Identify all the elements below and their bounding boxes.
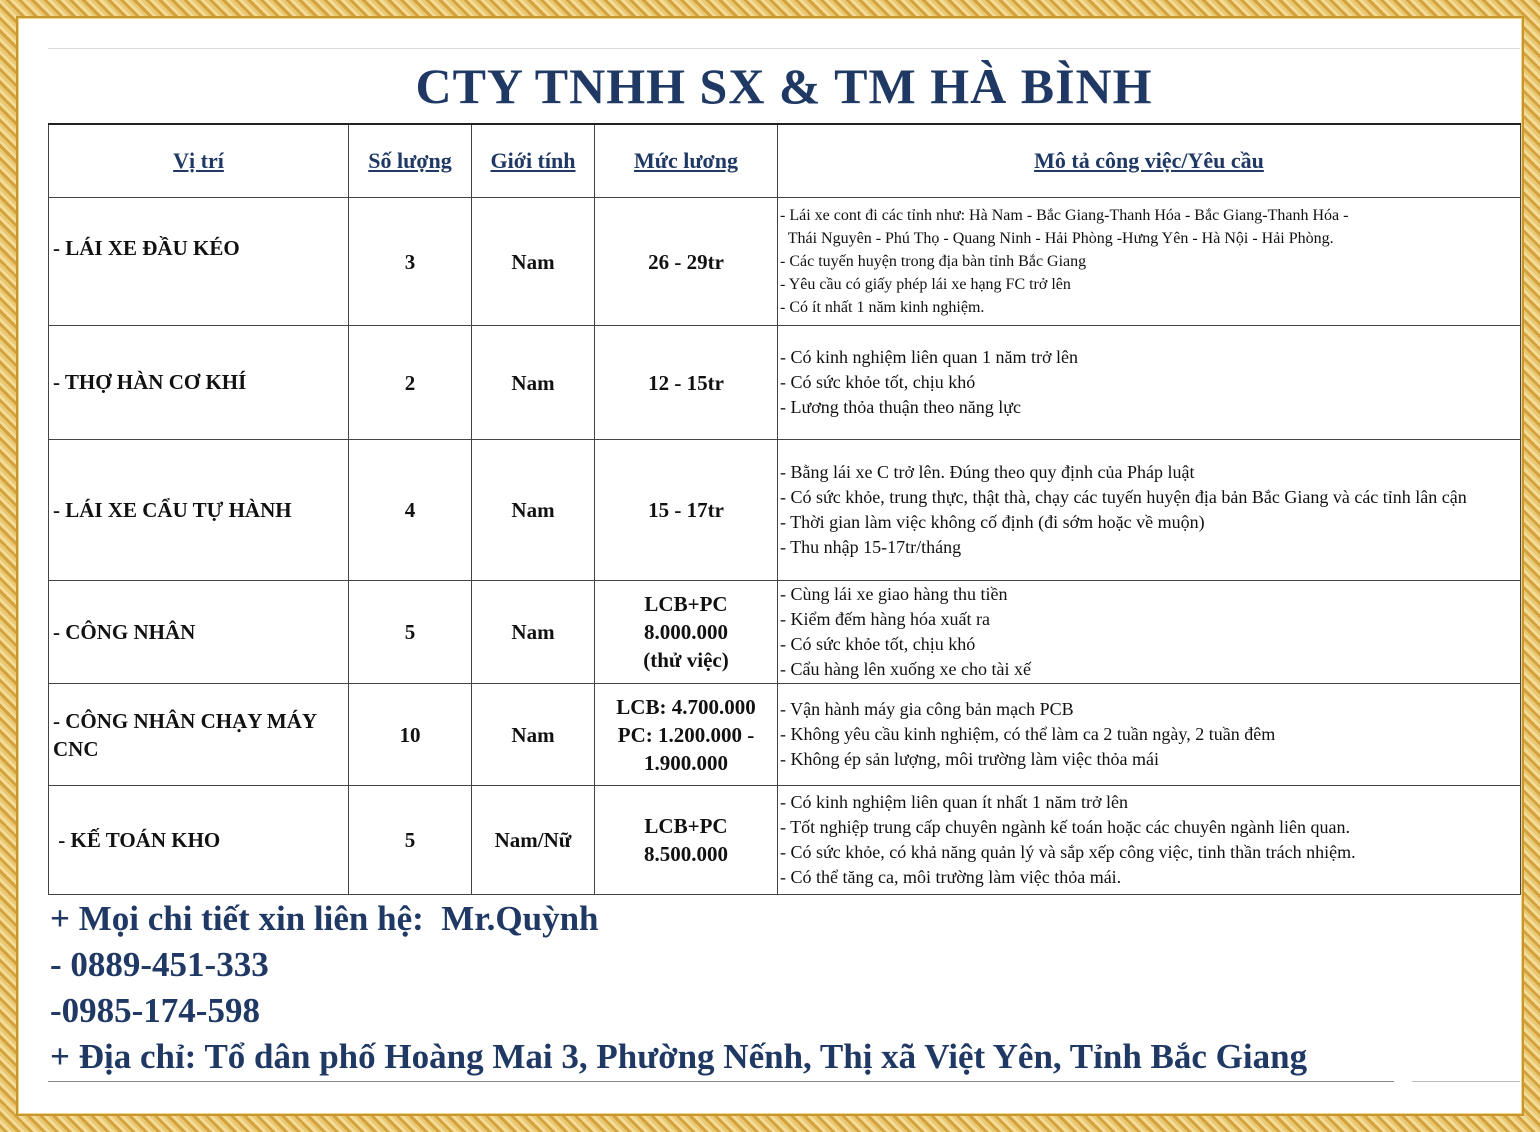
- row-gender: Nam/Nữ: [472, 786, 595, 895]
- row-salary: [595, 786, 778, 895]
- row-quantity: 10: [349, 684, 472, 786]
- contact-address: + Địa chỉ: Tổ dân phố Hoàng Mai 3, Phường Nếnh, Thị xã Việt Yên, Tỉnh Bắc Giang: [50, 1037, 1308, 1076]
- header-quantity: Số lượng: [349, 124, 472, 198]
- salary-line: LCB+PC: [644, 592, 728, 616]
- header-gender: Giới tính: [472, 124, 595, 198]
- job-table: [48, 123, 1521, 895]
- description-line: - Cùng lái xe giao hàng thu tiền: [780, 584, 1008, 604]
- description-line: - Có sức khỏe tốt, chịu khó: [780, 634, 976, 654]
- salary-line: (thử việc): [643, 648, 729, 672]
- salary-line: 8.000.000: [644, 620, 728, 644]
- header-position: Vị trí: [49, 124, 349, 198]
- row-salary: [595, 684, 778, 786]
- row-position: - KẾ TOÁN KHO: [49, 786, 349, 895]
- row-description: [778, 198, 1521, 326]
- table-row: [49, 786, 1521, 895]
- row-description: [778, 684, 1521, 786]
- salary-line: 8.500.000: [644, 842, 728, 866]
- table-header-row: [49, 124, 1521, 198]
- row-position: - CÔNG NHÂN: [49, 581, 349, 684]
- row-gender: Nam: [472, 198, 595, 326]
- description-line: - Có kinh nghiệm liên quan ít nhất 1 năm trở lên: [780, 792, 1128, 812]
- salary-line: LCB+PC: [644, 814, 728, 838]
- header-description: Mô tả công việc/Yêu cầu: [778, 124, 1521, 198]
- table-row: [49, 684, 1521, 786]
- divider: [48, 1081, 1394, 1082]
- description-line: - Vận hành máy gia công bản mạch PCB: [780, 699, 1074, 719]
- description-line: - Không ép sản lượng, môi trường làm việc thỏa mái: [780, 749, 1159, 769]
- row-salary: [595, 326, 778, 440]
- table-row: [49, 198, 1521, 326]
- description-line: - Cẩu hàng lên xuống xe cho tài xế: [780, 659, 1031, 679]
- divider: [1412, 1081, 1520, 1082]
- contact-phone-2: -0985-174-598: [50, 991, 260, 1030]
- table-row: [49, 581, 1521, 684]
- row-quantity: 4: [349, 440, 472, 581]
- contact-phone-1: - 0889-451-333: [50, 945, 269, 984]
- row-salary: [595, 581, 778, 684]
- description-line: - Lái xe cont đi các tỉnh như: Hà Nam - Bắc Giang-Thanh Hóa - Bắc Giang-Thanh Hóa -: [780, 207, 1349, 224]
- row-salary: [595, 440, 778, 581]
- description-line: - Có ít nhất 1 năm kinh nghiệm.: [780, 299, 985, 316]
- row-description: [778, 440, 1521, 581]
- contact-person: + Mọi chi tiết xin liên hệ: Mr.Quỳnh: [50, 899, 599, 938]
- row-gender: Nam: [472, 684, 595, 786]
- description-line: - Kiểm đếm hàng hóa xuất ra: [780, 609, 990, 629]
- row-position: - THỢ HÀN CƠ KHÍ: [49, 326, 349, 440]
- description-line: - Không yêu cầu kinh nghiệm, có thể làm ca 2 tuần ngày, 2 tuần đêm: [780, 724, 1276, 744]
- company-title: CTY TNHH SX & TM HÀ BÌNH: [48, 48, 1520, 123]
- table-row: [49, 440, 1521, 581]
- row-position: - CÔNG NHÂN CHẠY MÁY CNC: [49, 684, 349, 786]
- row-gender: Nam: [472, 440, 595, 581]
- table-row: [49, 326, 1521, 440]
- row-position: - LÁI XE ĐẦU KÉO: [49, 198, 349, 326]
- row-description: [778, 326, 1521, 440]
- description-line: - Có thể tăng ca, môi trường làm việc thỏa mái.: [780, 867, 1122, 887]
- salary-line: 26 - 29tr: [648, 249, 724, 274]
- row-quantity: 3: [349, 198, 472, 326]
- salary-line: LCB: 4.700.000: [616, 694, 756, 719]
- row-quantity: 2: [349, 326, 472, 440]
- description-line: - Có sức khỏe, trung thực, thật thà, chạy các tuyến huyện địa bản Bắc Giang và các tỉnh lân cận: [780, 487, 1467, 507]
- row-description: [778, 581, 1521, 684]
- salary-line: 15 - 17tr: [648, 498, 724, 522]
- header-salary: Mức lương: [595, 124, 778, 198]
- contact-block: [50, 896, 1490, 1080]
- row-description: [778, 786, 1521, 895]
- description-line: - Có sức khỏe tốt, chịu khó: [780, 372, 976, 392]
- row-salary: [595, 198, 778, 326]
- description-line: - Yêu cầu có giấy phép lái xe hạng FC trở lên: [780, 276, 1071, 293]
- salary-line: 1.900.000: [644, 750, 728, 775]
- row-quantity: 5: [349, 581, 472, 684]
- row-quantity: 5: [349, 786, 472, 895]
- description-line: - Thời gian làm việc không cố định (đi sớm hoặc về muộn): [780, 512, 1205, 532]
- description-line: - Tốt nghiệp trung cấp chuyên ngành kế toán hoặc các chuyên ngành liên quan.: [780, 817, 1350, 837]
- description-line: - Lương thỏa thuận theo năng lực: [780, 397, 1021, 417]
- description-line: - Bằng lái xe C trở lên. Đúng theo quy định của Pháp luật: [780, 462, 1195, 482]
- description-line: - Các tuyến huyện trong địa bàn tỉnh Bắc Giang: [780, 253, 1087, 270]
- row-gender: Nam: [472, 581, 595, 684]
- description-line: - Có kinh nghiệm liên quan 1 năm trở lên: [780, 347, 1078, 367]
- salary-line: PC: 1.200.000 -: [617, 722, 755, 747]
- row-gender: Nam: [472, 326, 595, 440]
- description-line: - Có sức khỏe, có khả năng quản lý và sắp xếp công việc, tinh thần trách nhiệm.: [780, 842, 1356, 862]
- salary-line: 12 - 15tr: [648, 370, 724, 395]
- description-line: - Thu nhập 15-17tr/tháng: [780, 537, 962, 557]
- row-position: - LÁI XE CẨU TỰ HÀNH: [49, 440, 349, 581]
- description-line: Thái Nguyên - Phú Thọ - Quang Ninh - Hải Phòng -Hưng Yên - Hà Nội - Hải Phòng.: [780, 230, 1334, 247]
